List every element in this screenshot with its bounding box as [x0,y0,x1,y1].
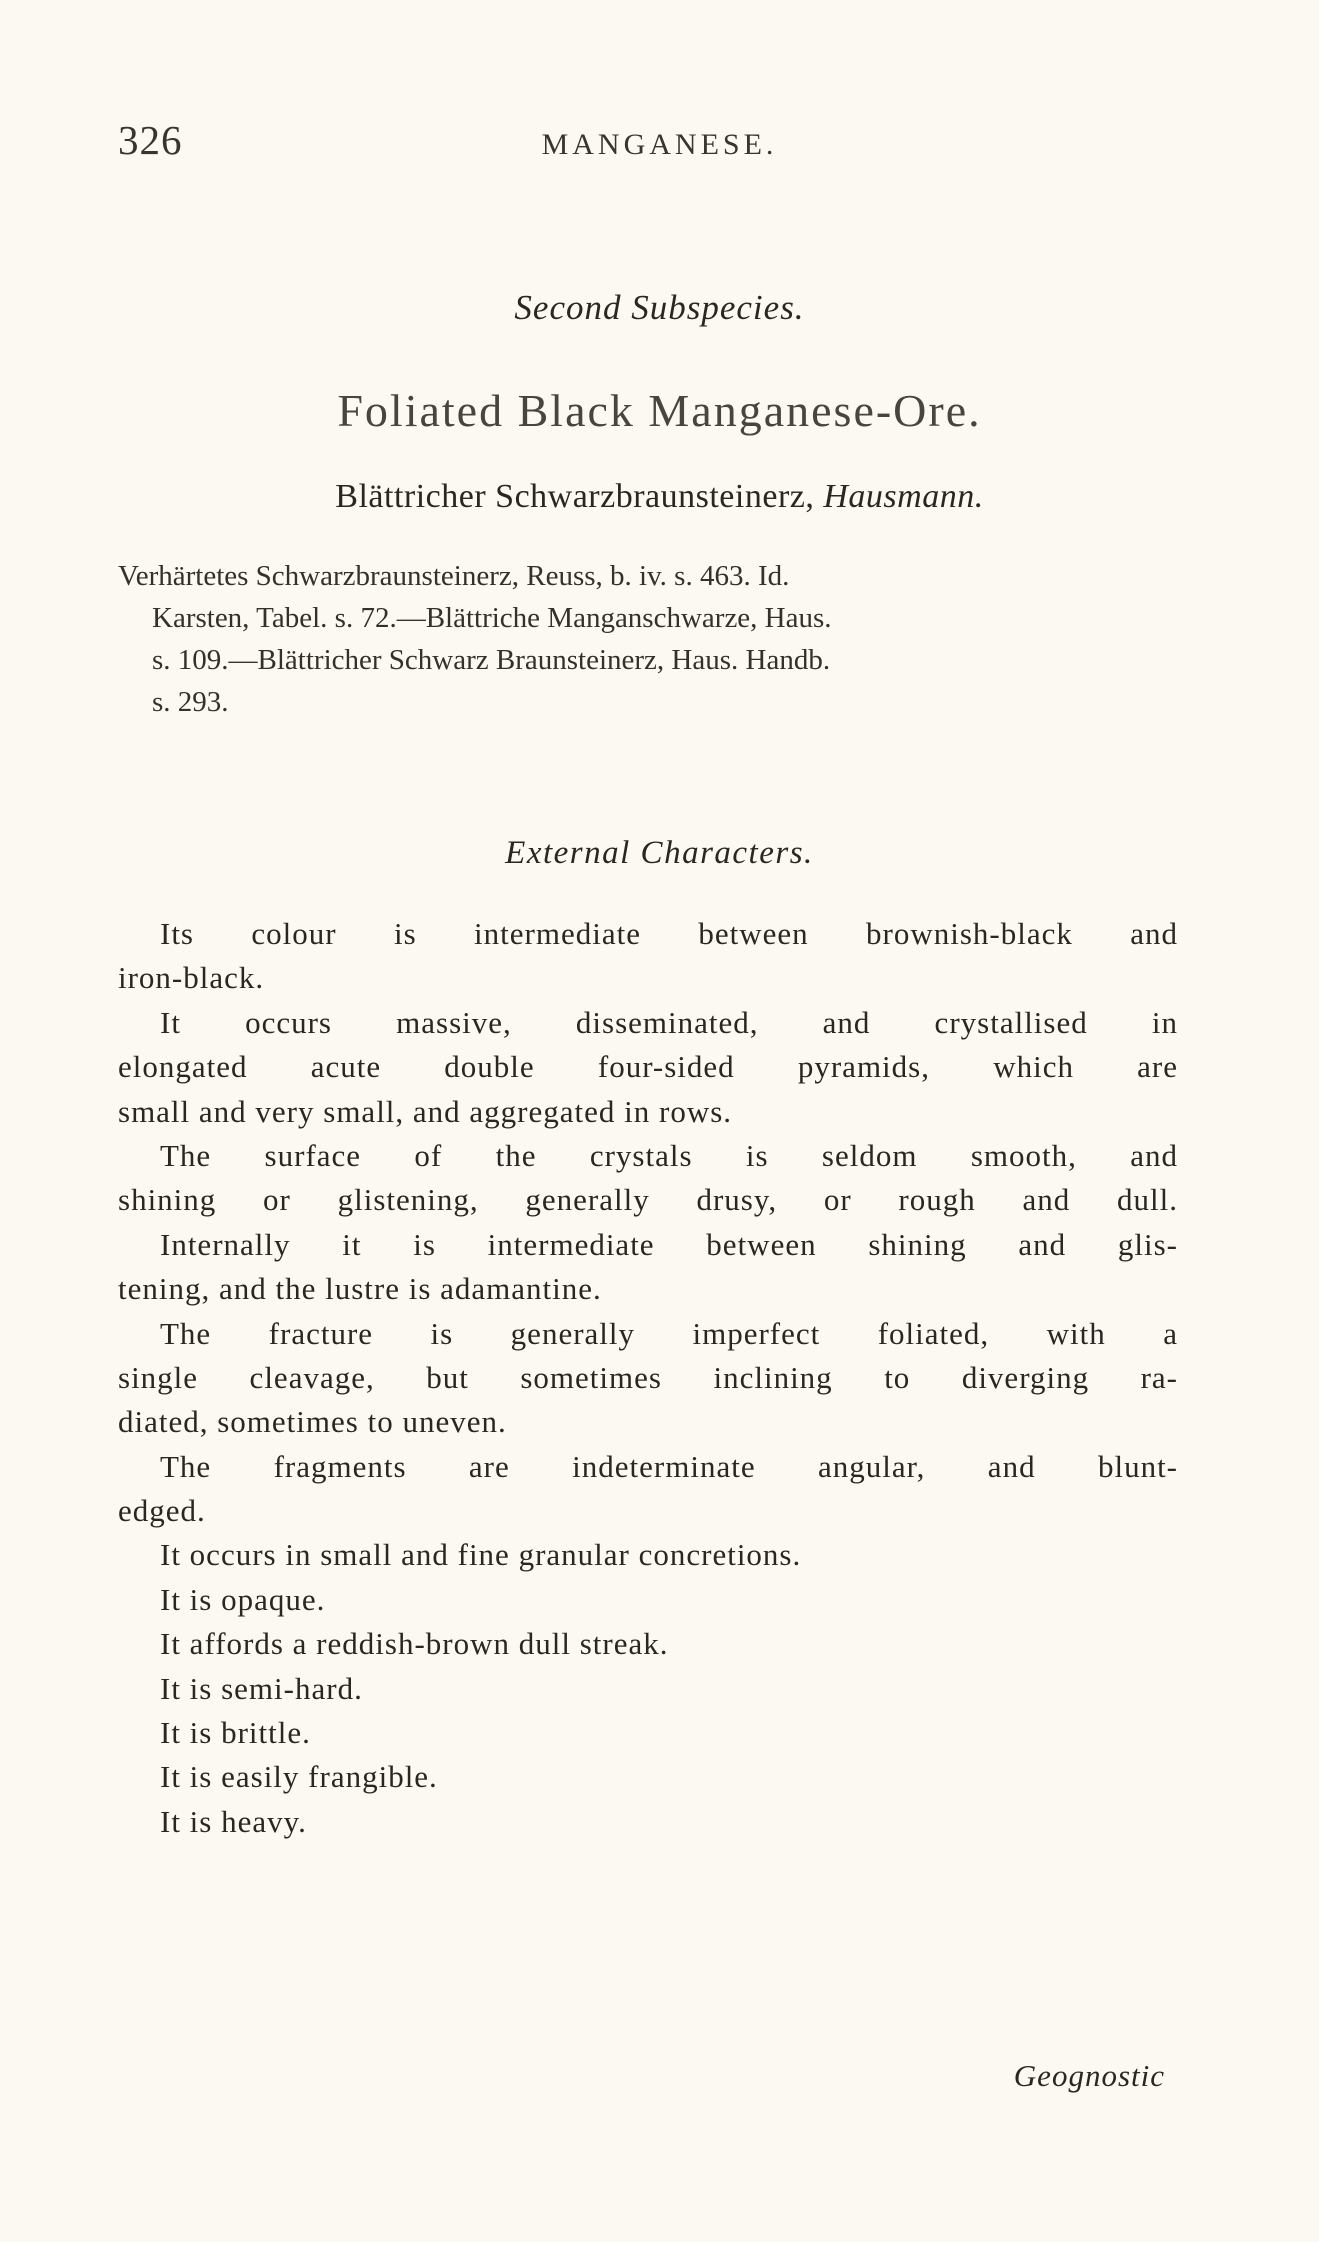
german-name-text: Blättricher Schwarzbraunsteinerz, [335,478,815,515]
text-line: single cleavage, but sometimes inclining to diverging ra- [118,1359,1178,1395]
text-line: The surface of the crystals is seldom smooth, and [160,1137,1178,1173]
text-line: small and very small, and aggregated in rows. [118,1093,733,1129]
text-line: iron-black. [118,960,265,996]
species-title: Foliated Black Manganese-Ore. [337,385,982,436]
paragraph-brittleness: It is brittle. [160,1715,311,1751]
synonym-line: s. 293. [152,686,229,718]
text-line: tening, and the lustre is adamantine. [118,1271,602,1307]
paragraph-surface [118,1134,1178,1223]
paragraph-streak: It affords a reddish-brown dull streak. [160,1626,669,1662]
text-line: edged. [118,1493,206,1529]
paragraph-frangibility: It is easily frangible. [160,1759,438,1795]
german-name [0,478,1319,516]
paragraph-opacity: It is opaque. [160,1581,326,1617]
text-line: The fracture is generally imperfect foliated, with a [160,1315,1178,1351]
paragraph-colour [118,912,1178,1001]
text-line: Internally it is intermediate between shining and glis- [160,1226,1178,1262]
text-line: elongated acute double four-sided pyramids, which are [118,1049,1178,1085]
paragraph-weight: It is heavy. [160,1803,307,1839]
paragraph-concretions: It occurs in small and fine granular concretions. [160,1537,802,1573]
text-line: shining or glistening, generally drusy, or rough and dull. [118,1182,1178,1218]
german-name-author: Hausmann. [823,478,984,515]
paragraph-hardness: It is semi-hard. [160,1670,363,1706]
subspecies-heading: Second Subspecies. [514,288,805,327]
text-line: The fragments are indeterminate angular, and blunt- [160,1448,1178,1484]
paragraph-occurrence [118,1001,1178,1134]
synonym-line: s. 109.—Blättricher Schwarz Braunsteinerz, Haus. Handb. [152,644,831,676]
text-line: diated, sometimes to uneven. [118,1404,507,1440]
paragraph-fragments [118,1445,1178,1534]
synonym-line: Verhärtetes Schwarzbraunsteinerz, Reuss, b. iv. s. 463. Id. [118,560,790,592]
synonym-line: Karsten, Tabel. s. 72.—Blättriche Manganschwarze, Haus. [152,602,832,634]
section-heading: External Characters. [505,835,814,871]
paragraph-fracture [118,1312,1178,1445]
catchword: Geognostic [1013,2058,1165,2093]
body-text [118,912,1178,1844]
text-line: Its colour is intermediate between brownish-black and [160,916,1178,951]
page-number: 326 [118,117,183,163]
running-head: MANGANESE. [541,128,778,161]
paragraph-lustre [118,1223,1178,1312]
text-line: It occurs massive, disseminated, and crystallised in [160,1004,1178,1040]
synonymy-block [118,555,1183,723]
